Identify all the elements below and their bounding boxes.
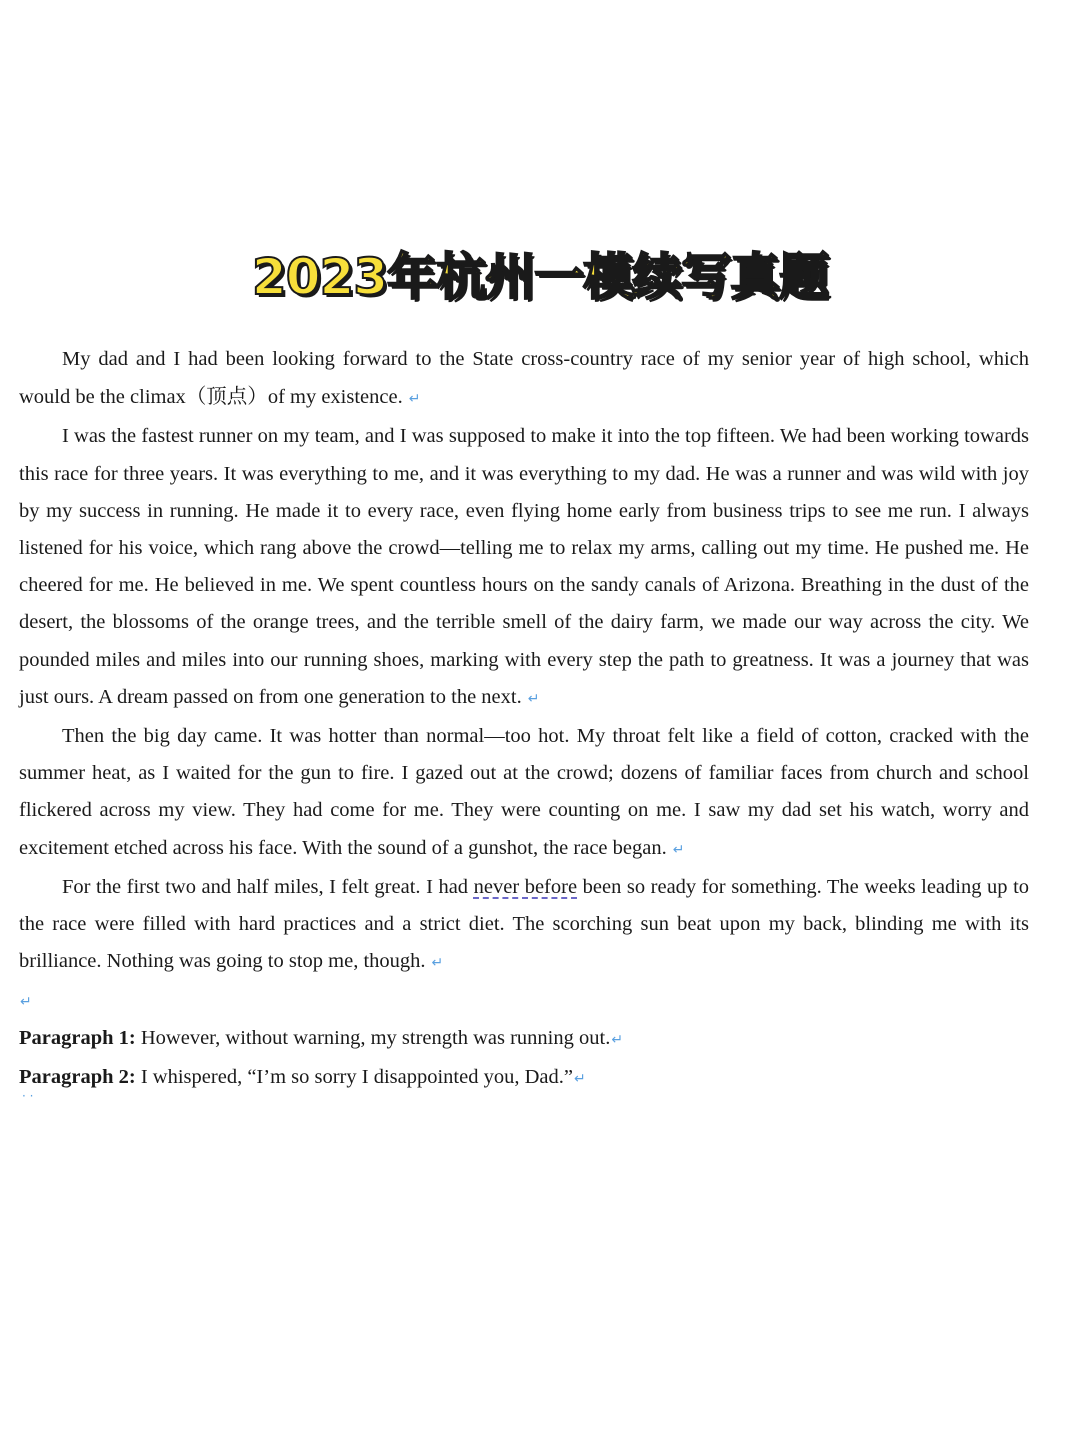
paragraph-1-text-end: of my existence. bbox=[267, 386, 403, 409]
paragraph-4-text-start: For the first two and half miles, I felt great. I had bbox=[62, 875, 469, 898]
paragraph-return-icon: ↵ bbox=[431, 955, 444, 972]
paragraph-return-icon: ↵ bbox=[408, 391, 421, 408]
continuation-prompt-1 bbox=[19, 1020, 1029, 1059]
paragraph-return-icon: ↵ bbox=[672, 841, 685, 858]
prompt-1-label: Paragraph 1: bbox=[19, 1026, 136, 1049]
paragraph-1-text-start: My dad and I had been looking forward to the State cross-country race of my senior year of high school, which would be the climax bbox=[19, 348, 1029, 409]
prompt-2-label: Paragraph 2: bbox=[19, 1065, 136, 1088]
passage-paragraph-4 bbox=[19, 869, 1029, 983]
paragraph-4-text-end: been so ready for something. The weeks leading up to the race were filled with hard practices and a strict diet. The scorching sun beat upon my back, blinding me with its brilliance. Nothing was going to stop me, though. bbox=[19, 875, 1030, 973]
prompt-1-text: However, without warning, my strength was running out. bbox=[140, 1026, 611, 1049]
passage-paragraph-2 bbox=[19, 418, 1029, 718]
page-title: 2023年杭州一模续写真题 bbox=[251, 248, 829, 306]
paragraph-return-icon: ↵ bbox=[527, 690, 540, 707]
passage-paragraph-1 bbox=[19, 341, 1029, 418]
trailing-format-marks: · · bbox=[22, 1089, 34, 1103]
paragraph-return-icon: ↵ bbox=[611, 1031, 624, 1048]
chinese-gloss: （顶点） bbox=[185, 384, 268, 409]
empty-paragraph bbox=[19, 982, 1029, 1019]
paragraph-return-icon: ↵ bbox=[20, 994, 32, 1011]
paragraph-return-icon: ↵ bbox=[573, 1070, 586, 1087]
continuation-prompt-2 bbox=[19, 1059, 1029, 1098]
passage-body bbox=[19, 341, 1029, 1098]
prompt-2-text: I whispered, “I’m so sorry I disappointed you, Dad.” bbox=[140, 1065, 573, 1088]
paragraph-3-text: Then the big day came. It was hotter than normal—too hot. My throat felt like a field of cotton, cracked with the summer heat, as I waited for the gun to fire. I gazed out at the crowd; dozens of familiar faces from church and school flickered across my view. They had come for me. They were counting on me. I saw my dad set his watch, worry and excitement etched across his face. With the sound of a gunshot, the race began. bbox=[19, 725, 1029, 859]
paragraph-2-text: I was the fastest runner on my team, and I was supposed to make it into the top fifteen. We had been working towards this race for three years. It was everything to me, and it was everything to my dad. He was a runner and was wild with joy by my success in running. He made it to every race, even flying home early from business trips to see me run. I always listened for his voice, which rang above the crowd—telling me to relax my arms, calling out my time. He pushed me. He cheered for me. He believed in me. We spent countless hours on the sandy canals of Arizona. Breathing in the dust of the desert, the blossoms of the orange trees, and the terrible smell of the dairy farm, we made our way across the city. We pounded miles and miles into our running shoes, marking with every step the path to greatness. It was a journey that was just ours. A dream passed on from one generation to the next. bbox=[19, 425, 1029, 708]
passage-paragraph-3 bbox=[19, 718, 1029, 869]
grammar-flagged-phrase[interactable]: never before bbox=[473, 875, 578, 898]
